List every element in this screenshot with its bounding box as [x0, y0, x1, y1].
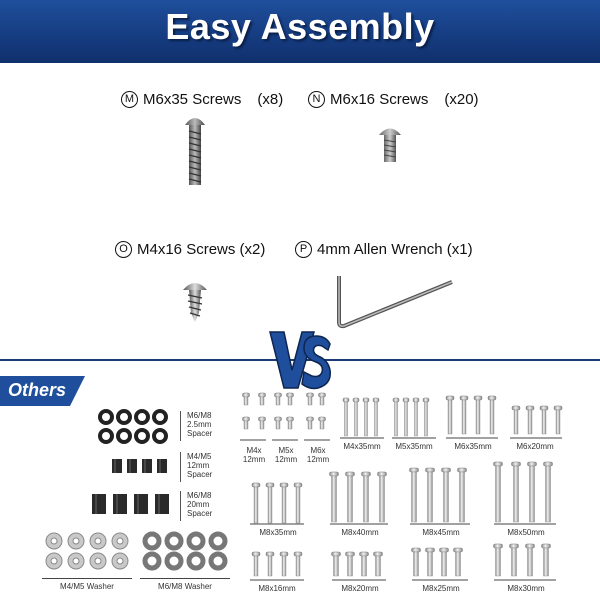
- screw-icon: [353, 398, 359, 436]
- screw-icon: [423, 398, 429, 436]
- screw-icon: [275, 393, 282, 405]
- screw-icon: [294, 483, 302, 523]
- size-label-row1-1: M5x35mm: [395, 442, 433, 451]
- screw-icon: [526, 406, 534, 434]
- item-name: 4mm Allen Wrench (x1): [317, 241, 473, 258]
- spacer-label-2: M4/M5 12mm Spacer: [180, 452, 212, 482]
- item-letter: M: [121, 91, 138, 108]
- spacer-label-1: M6/M8 2.5mm Spacer: [180, 411, 212, 441]
- screw-icon: [259, 393, 266, 405]
- screw-icon: [528, 462, 537, 522]
- screw-icon: [442, 468, 451, 522]
- screw-icon: [243, 393, 250, 405]
- size-label-row1-0: M4x35mm: [343, 442, 381, 451]
- screw-icon: [360, 552, 369, 576]
- screw-icon: [512, 462, 521, 522]
- screw-icon: [474, 396, 482, 434]
- screw-icon: [446, 396, 454, 434]
- screw-icon: [330, 472, 339, 522]
- screw-icon: [343, 398, 349, 436]
- screw-icon: [526, 544, 535, 576]
- size-label-m5x12: M5x 12mm: [274, 446, 298, 464]
- screw-icon: [413, 398, 419, 436]
- screw-icon: [319, 417, 326, 429]
- screw-icon: [280, 483, 288, 523]
- size-label-row3-3: M8x30mm: [507, 584, 545, 593]
- screw-icon: [458, 468, 467, 522]
- size-label-row3-2: M8x25mm: [422, 584, 460, 593]
- screw-icon: [542, 544, 551, 576]
- screw-icon: [540, 406, 548, 434]
- washer-label-m4-m5: M4/M5 Washer: [60, 582, 114, 591]
- size-label-row2-0: M8x35mm: [259, 528, 297, 537]
- screw-icon: [307, 417, 314, 429]
- size-label-row1-2: M6x35mm: [454, 442, 492, 451]
- screw-icon: [287, 417, 294, 429]
- screw-icon: [426, 468, 435, 522]
- screw-icon: [252, 483, 260, 523]
- page-title: Easy Assembly: [165, 6, 435, 47]
- size-label-m4x12: M4x 12mm: [242, 446, 266, 464]
- item-name: M4x16 Screws (x2): [137, 241, 266, 258]
- screw-icon: [294, 552, 302, 576]
- screw-icon: [287, 393, 294, 405]
- screw-icon: [332, 552, 341, 576]
- size-label-row2-3: M8x50mm: [507, 528, 545, 537]
- size-label-row3-0: M8x16mm: [258, 584, 296, 593]
- screw-icon: [374, 552, 383, 576]
- size-label-row3-1: M8x20mm: [341, 584, 379, 593]
- screw-icon: [512, 406, 520, 434]
- screw-icon: [494, 462, 503, 522]
- others-title: Others: [8, 380, 67, 400]
- size-label-row1-3: M6x20mm: [516, 442, 554, 451]
- screw-icon: [280, 552, 288, 576]
- screw-icon: [454, 548, 463, 576]
- screw-icon: [266, 552, 274, 576]
- screw-icon: [319, 393, 326, 405]
- screw-icon: [510, 544, 519, 576]
- size-label-m6x12: M6x 12mm: [306, 446, 330, 464]
- size-label-row2-2: M8x45mm: [422, 528, 460, 537]
- screw-icon: [363, 398, 369, 436]
- item-qty: (x20): [444, 91, 479, 108]
- screw-icon: [275, 417, 282, 429]
- item-letter: N: [308, 91, 325, 108]
- screw-icon: [426, 548, 435, 576]
- size-label-row2-1: M8x40mm: [341, 528, 379, 537]
- screw-icon: [544, 462, 553, 522]
- screw-icon: [460, 396, 468, 434]
- screw-icon: [403, 398, 409, 436]
- item-name: M6x35 Screws: [143, 91, 242, 108]
- screw-icon: [266, 483, 274, 523]
- item-name: M6x16 Screws: [330, 91, 429, 108]
- washer-label-m6-m8: M6/M8 Washer: [158, 582, 212, 591]
- screw-icon: [378, 472, 387, 522]
- screw-icon: [412, 548, 421, 576]
- item-qty: (x8): [257, 91, 284, 108]
- screw-icon: [307, 393, 314, 405]
- item-letter: O: [115, 241, 132, 258]
- screw-icon: [373, 398, 379, 436]
- screw-icon: [440, 548, 449, 576]
- screw-icon: [252, 552, 260, 576]
- screw-icon: [346, 472, 355, 522]
- screw-icon: [259, 417, 266, 429]
- screw-icon: [554, 406, 562, 434]
- screw-icon: [494, 544, 503, 576]
- screw-icon: [488, 396, 496, 434]
- item-letter: P: [295, 241, 312, 258]
- screw-icon: [393, 398, 399, 436]
- screw-icon: [410, 468, 419, 522]
- screw-icon: [362, 472, 371, 522]
- spacer-label-3: M6/M8 20mm Spacer: [180, 491, 212, 521]
- screw-icon: [243, 417, 250, 429]
- screw-icon: [346, 552, 355, 576]
